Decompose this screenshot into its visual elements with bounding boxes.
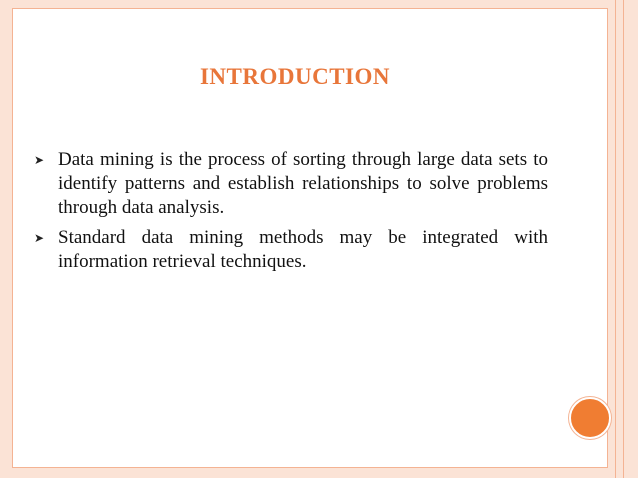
- border-line-bottom: [12, 467, 608, 468]
- border-line-right-mid: [615, 0, 616, 478]
- border-line-left: [12, 8, 13, 468]
- border-line-top: [12, 8, 608, 9]
- arrow-bullet-icon: ➤: [34, 231, 45, 245]
- bullet-item: [34, 226, 548, 274]
- arrow-bullet-icon: ➤: [34, 153, 45, 167]
- bullet-item: [34, 148, 548, 220]
- border-line-right-inner: [607, 8, 608, 468]
- bullet-list: [34, 148, 548, 280]
- bullet-text: Data mining is the process of sorting through large data sets to identify patterns and establish relationships to solve problems through data analysis.: [58, 149, 548, 218]
- border-left: [0, 0, 12, 478]
- border-bottom: [0, 468, 638, 478]
- accent-circle: [569, 397, 611, 439]
- bullet-text: Standard data mining methods may be integrated with information retrieval techniques.: [58, 227, 548, 272]
- slide-title: INTRODUCTION: [199, 64, 391, 89]
- border-line-right-outer: [623, 0, 624, 478]
- border-top: [0, 0, 638, 8]
